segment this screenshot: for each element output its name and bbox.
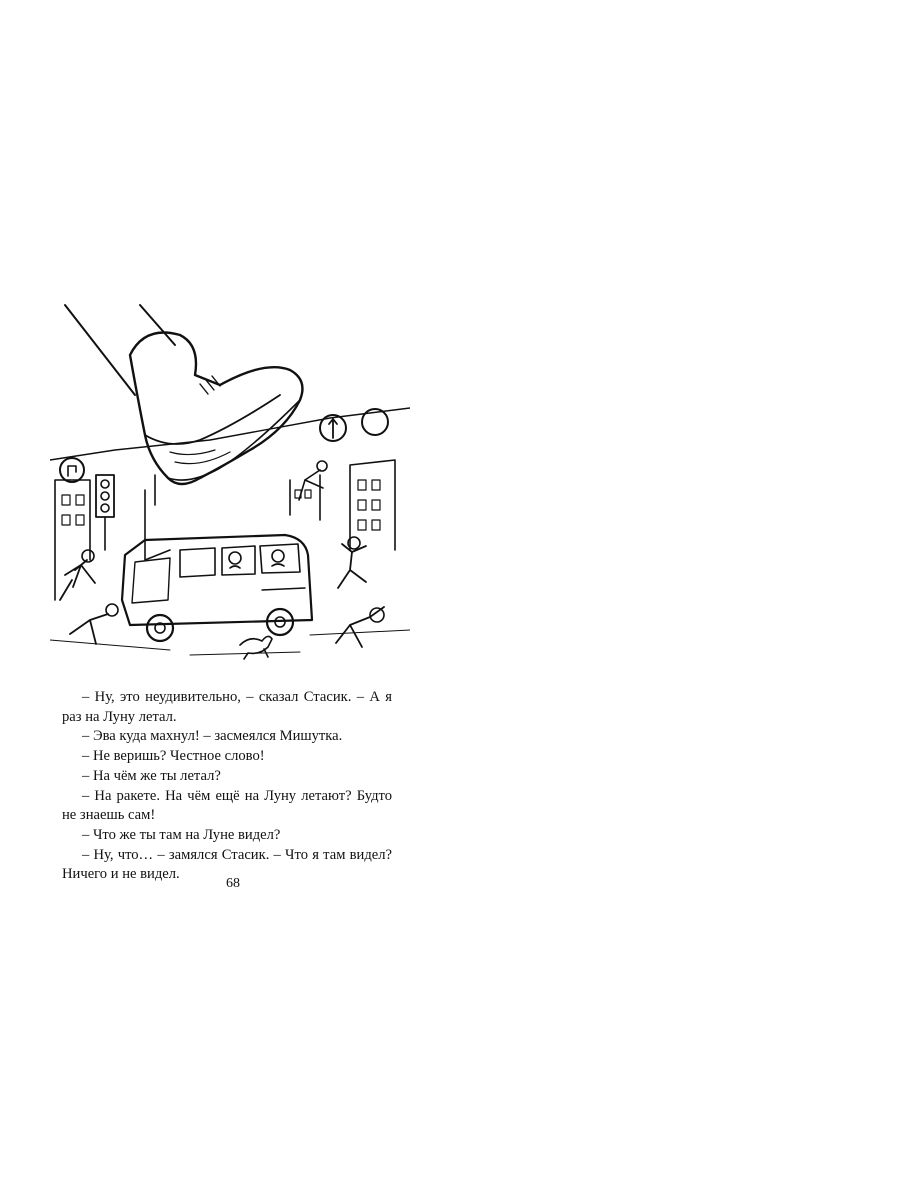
right-page bbox=[450, 0, 900, 1200]
left-page-text bbox=[62, 688, 392, 885]
street-chaos-giant-boot-illustration bbox=[50, 300, 410, 665]
paragraph: – Эва куда махнул! – засмеялся Мишутка. bbox=[82, 728, 343, 745]
paragraph: – Что же ты там на Луне видел? bbox=[82, 826, 281, 843]
paragraph: – Ну, это неудивительно, – сказал Стасик. – А я раз на Луну летал. bbox=[62, 689, 392, 725]
page-number: 68 bbox=[226, 876, 240, 891]
paragraph: – Не веришь? Честное слово! bbox=[82, 748, 265, 765]
paragraph: – На ракете. На чём ещё на Луну летают? Будто не знаешь сам! bbox=[62, 787, 392, 824]
paragraph: – На чём же ты летал? bbox=[82, 767, 221, 784]
paragraph: – Ну, что… – замялся Стасик. – Что я там видел? Ничего и не видел. bbox=[62, 846, 392, 883]
